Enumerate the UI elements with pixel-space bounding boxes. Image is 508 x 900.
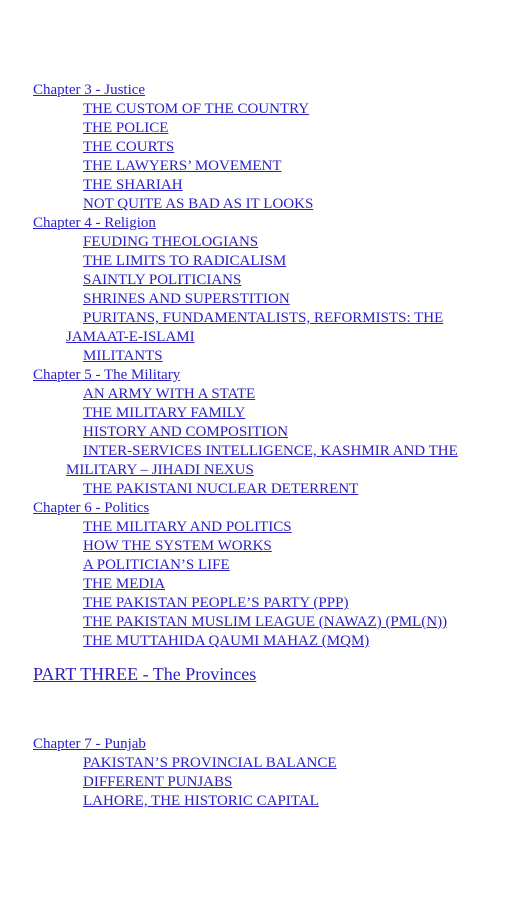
toc-section-entry [33,233,508,252]
section-link[interactable]: INTER-SERVICES INTELLIGENCE, KASHMIR AND THE MILITARY – JIHADI NEXUS [66,443,458,478]
section-link[interactable]: FEUDING THEOLOGIANS [83,234,259,250]
section-link[interactable]: PURITANS, FUNDAMENTALISTS, REFORMISTS: THE JAMAAT-E-ISLAMI [66,310,444,345]
section-link[interactable]: THE CUSTOM OF THE COUNTRY [83,101,310,117]
chapter-5-link[interactable]: Chapter 5 - The Military [33,367,181,383]
toc-section-entry [33,252,508,271]
chapter-4-link[interactable]: Chapter 4 - Religion [33,215,156,231]
chapter-7-entry [33,735,508,754]
toc-section-entry [33,792,508,811]
toc-section-entry [33,195,508,214]
toc-section-entry [33,404,508,423]
section-link[interactable]: NOT QUITE AS BAD AS IT LOOKS [83,196,314,212]
toc-section-entry [33,347,508,366]
toc-section-entry [33,176,508,195]
section-link[interactable]: MILITANTS [83,348,163,364]
table-of-contents [33,81,508,811]
section-link[interactable]: SAINTLY POLITICIANS [83,272,242,288]
section-link[interactable]: A POLITICIAN’S LIFE [83,557,230,573]
toc-section-entry [33,385,508,404]
toc-section-entry [33,537,508,556]
chapter-7-link[interactable]: Chapter 7 - Punjab [33,736,146,752]
section-link[interactable]: THE POLICE [83,120,169,136]
section-link[interactable]: THE LAWYERS’ MOVEMENT [83,158,282,174]
toc-section-entry [33,119,508,138]
section-link[interactable]: THE MILITARY AND POLITICS [83,519,292,535]
toc-section-entry [33,480,508,499]
toc-section-entry [33,138,508,157]
toc-section-entry [33,632,508,651]
section-link[interactable]: THE PAKISTAN MUSLIM LEAGUE (NAWAZ) (PML(N)) [83,614,448,630]
section-link[interactable]: THE LIMITS TO RADICALISM [83,253,287,269]
toc-section-entry [33,290,508,309]
section-link[interactable]: THE COURTS [83,139,175,155]
section-link[interactable]: SHRINES AND SUPERSTITION [83,291,290,307]
chapter-3-entry [33,81,508,100]
section-link[interactable]: HOW THE SYSTEM WORKS [83,538,272,554]
section-link[interactable]: HISTORY AND COMPOSITION [83,424,289,440]
part-three-entry [33,663,508,685]
toc-section-entry [33,157,508,176]
toc-section-entry [33,271,508,290]
section-link[interactable]: DIFFERENT PUNJABS [83,774,233,790]
toc-section-entry [33,754,508,773]
toc-section-entry [33,594,508,613]
section-link[interactable]: AN ARMY WITH A STATE [83,386,256,402]
toc-section-entry [33,556,508,575]
section-link[interactable]: PAKISTAN’S PROVINCIAL BALANCE [83,755,337,771]
toc-section-entry [33,613,508,632]
toc-section-entry [33,575,508,594]
toc-section-entry [33,518,508,537]
toc-section-entry [33,773,508,792]
section-link[interactable]: THE SHARIAH [83,177,183,193]
section-link[interactable]: THE MEDIA [83,576,166,592]
chapter-5-entry [33,366,508,385]
section-link[interactable]: LAHORE, THE HISTORIC CAPITAL [83,793,319,809]
section-link[interactable]: THE MILITARY FAMILY [83,405,246,421]
part-three-link[interactable]: PART THREE - The Provinces [33,664,257,684]
section-link[interactable]: THE PAKISTAN PEOPLE’S PARTY (PPP) [83,595,349,611]
chapter-6-link[interactable]: Chapter 6 - Politics [33,500,150,516]
chapter-4-entry [33,214,508,233]
toc-section-entry [33,309,508,347]
toc-section-entry [33,442,508,480]
section-link[interactable]: THE MUTTAHIDA QAUMI MAHAZ (MQM) [83,633,370,649]
chapter-3-link[interactable]: Chapter 3 - Justice [33,82,146,98]
chapter-6-entry [33,499,508,518]
section-link[interactable]: THE PAKISTANI NUCLEAR DETERRENT [83,481,359,497]
toc-section-entry [33,423,508,442]
toc-section-entry [33,100,508,119]
